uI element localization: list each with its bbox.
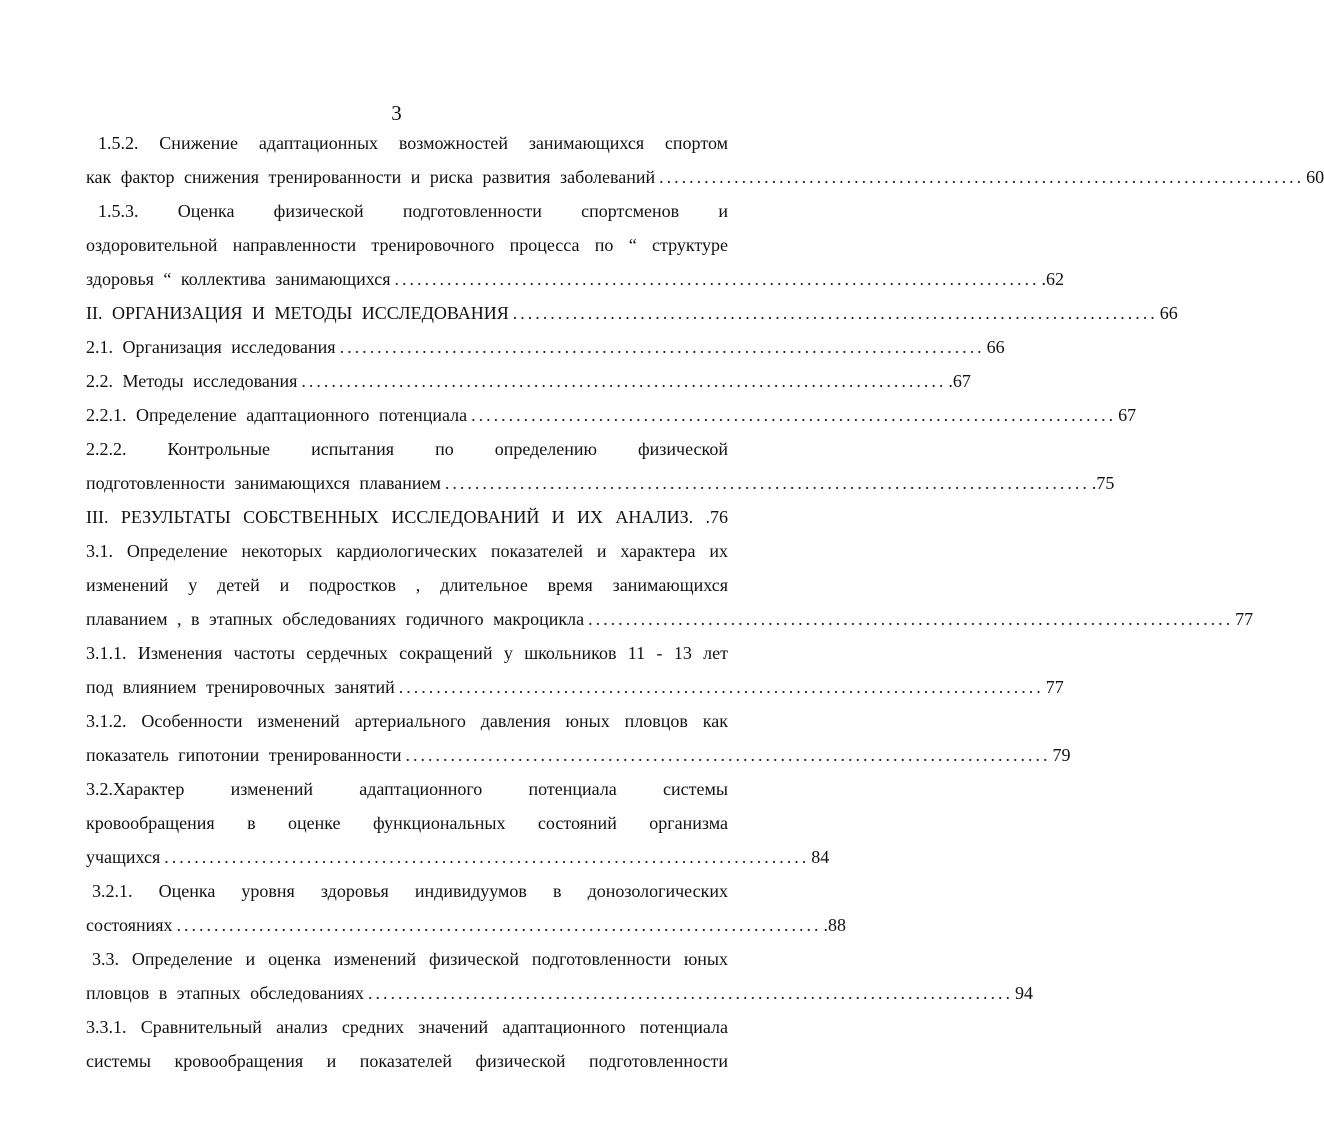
toc-page-number: .62: [1041, 269, 1065, 289]
toc-page-number: 60: [1306, 167, 1324, 187]
toc-page-number: .75: [1091, 473, 1115, 493]
toc-entry: [86, 403, 1137, 427]
page-number: 3: [391, 101, 402, 125]
toc-entry: [86, 301, 1178, 325]
toc-page-number: 84: [811, 847, 830, 867]
toc-entry-text: 2.2.1. Определение адаптационного потенциала: [86, 405, 468, 425]
toc-line: 1.5.2. Снижение адаптационных возможностей занимающихся спортом: [98, 133, 728, 153]
toc-entry-text: 2.2. Методы исследования: [86, 371, 298, 391]
toc-entry-text: пловцов в этапных обследованиях: [86, 983, 365, 1003]
toc-leader-dots: ......................................................................................: [512, 303, 1158, 323]
toc-leader-dots: ......................................................................................: [405, 745, 1051, 765]
toc-page-number: 66: [1159, 303, 1178, 323]
toc-leader-dots: ......................................................................................: [444, 473, 1090, 493]
toc-entry: [86, 335, 1005, 359]
toc-page-number: 66: [986, 337, 1005, 357]
toc-line: оздоровительной направленности тренировочного процесса по “ структуре: [86, 235, 728, 255]
toc-entry-text: как фактор снижения тренированности и риска развития заболеваний: [86, 167, 656, 187]
toc-leader-dots: ......................................................................................: [368, 983, 1014, 1003]
toc-page-number: 79: [1052, 745, 1071, 765]
toc-line: системы кровообращения и показателей физической подготовленности: [86, 1051, 728, 1071]
toc-line: 3.1. Определение некоторых кардиологических показателей и характера их: [86, 541, 728, 561]
toc-line: 3.3. Определение и оценка изменений физической подготовленности юных: [92, 949, 728, 969]
toc-entry-text: состояниях: [86, 915, 173, 935]
toc-entry: [86, 471, 1115, 495]
toc-entry: [86, 369, 971, 393]
toc-line: 3.2.1. Оценка уровня здоровья индивидуумов в донозологических: [92, 881, 728, 901]
toc-line: изменений у детей и подростков , длительное время занимающихся: [86, 575, 728, 595]
toc-page-number: 67: [1118, 405, 1137, 425]
toc-entry: [86, 165, 1324, 189]
toc-entry-text: учащихся: [86, 847, 161, 867]
toc-entry: [86, 845, 830, 869]
toc-leader-dots: ......................................................................................: [301, 371, 947, 391]
toc-line: 3.1.2. Особенности изменений артериального давления юных пловцов как: [86, 711, 728, 731]
toc-leader-dots: ......................................................................................: [176, 915, 822, 935]
toc-line: 3.1.1. Изменения частоты сердечных сокращений у школьников 11 - 13 лет: [86, 643, 728, 663]
toc-leader-dots: ......................................................................................: [398, 677, 1044, 697]
toc-entry-text: II. ОРГАНИЗАЦИЯ И МЕТОДЫ ИССЛЕДОВАНИЯ: [86, 303, 509, 323]
toc-leader-dots: ......................................................................................: [588, 609, 1234, 629]
toc-page-number: .88: [823, 915, 847, 935]
toc-entry: [86, 913, 847, 937]
toc-line: 3.2.Характер изменений адаптационного потенциала системы: [86, 779, 728, 799]
toc-leader-dots: ......................................................................................: [394, 269, 1040, 289]
toc-page-number: 94: [1015, 983, 1034, 1003]
toc-line: III. РЕЗУЛЬТАТЫ СОБСТВЕННЫХ ИССЛЕДОВАНИЙ И ИХ АНАЛИЗ. .76: [86, 507, 728, 527]
toc-entry: [86, 607, 1254, 631]
toc-leader-dots: ......................................................................................: [471, 405, 1117, 425]
toc-line: 1.5.3. Оценка физической подготовленности спортсменов и: [98, 201, 728, 221]
toc-entry: [86, 267, 1065, 291]
toc-leader-dots: ......................................................................................: [339, 337, 985, 357]
toc-entry-text: здоровья “ коллектива занимающихся: [86, 269, 391, 289]
toc-page-number: .67: [948, 371, 971, 391]
toc-entry-text: 2.1. Организация исследования: [86, 337, 336, 357]
toc-page-number: 77: [1235, 609, 1254, 629]
toc-entry: [86, 981, 1034, 1005]
toc-page-number: 77: [1045, 677, 1064, 697]
toc-entry-text: подготовленности занимающихся плаванием: [86, 473, 441, 493]
toc-line: кровообращения в оценке функциональных состояний организма: [86, 813, 728, 833]
toc-entry: [86, 743, 1071, 767]
toc-leader-dots: ......................................................................................: [164, 847, 810, 867]
toc-line: 2.2.2. Контрольные испытания по определению физической: [86, 439, 728, 459]
toc-line: 3.3.1. Сравнительный анализ средних значений адаптационного потенциала: [86, 1017, 728, 1037]
toc-leader-dots: ......................................................................................: [659, 167, 1305, 187]
toc-entry: [86, 675, 1064, 699]
toc-entry-text: под влиянием тренировочных занятий: [86, 677, 395, 697]
toc-entry-text: плаванием , в этапных обследованиях годичного макроцикла: [86, 609, 585, 629]
toc-entry-text: показатель гипотонии тренированности: [86, 745, 402, 765]
